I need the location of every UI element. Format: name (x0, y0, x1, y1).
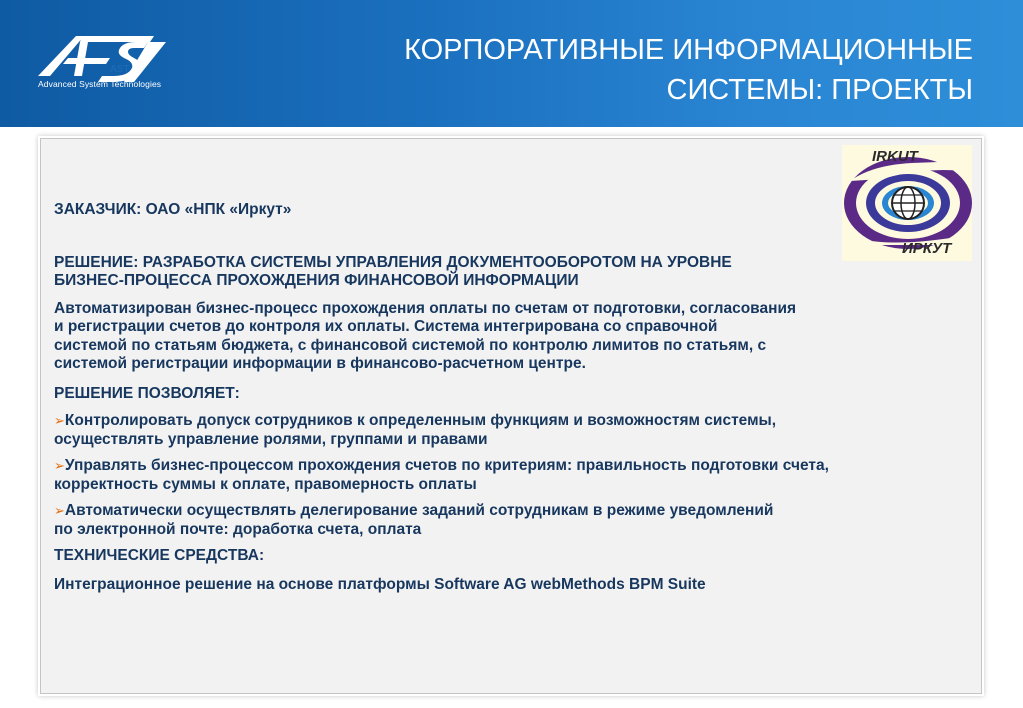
arrow-bullet-icon: ➢ (54, 413, 65, 428)
logo-subtitle: Advanced System Technologies (38, 79, 162, 89)
arrow-bullet-icon: ➢ (54, 458, 65, 473)
solution-description: Автоматизирован бизнес-процесс прохождения оплаты по счетам от подготовки, согласования и регистрации счетов до контроля их оплаты. Система интегрирована со справочной системой по статьям бюджета, с финансовой системой по контролю лимитов по статьям, с системой регистрации информации в финансово-расчетном центре. (54, 299, 797, 372)
title-line-2: СИСТЕМЫ: ПРОЕКТЫ (666, 74, 973, 106)
project-description (54, 201, 976, 594)
customer-line: ЗАКАЗЧИК: ОАО «НПК «Иркут» (54, 201, 292, 218)
irkut-bottom-text: ИРКУТ (902, 240, 952, 257)
solution-heading: РЕШЕНИЕ: РАЗРАБОТКА СИСТЕМЫ УПРАВЛЕНИЯ ДОКУМЕНТООБОРОТОМ НА УРОВНЕ БИЗНЕС-ПРОЦЕССА ПРОХОЖДЕНИЯ ФИНАНСОВОЙ ИНФОРМАЦИИ (54, 253, 732, 289)
content-panel (40, 138, 982, 694)
irkut-top-text: IRKUT (872, 148, 918, 165)
header-banner (0, 0, 1023, 127)
bullet-item: ➢Управлять бизнес-процессом прохождения счетов по критериям: правильность подготовки счета, корректность суммы к оплате, правомерность оплаты (54, 457, 829, 493)
logo-text: AST (110, 64, 130, 75)
page-title (273, 30, 973, 110)
bullet-item: ➢Автоматически осуществлять делегирование заданий сотрудникам в режиме уведомлений по электронной почте: доработка счета, оплата (54, 502, 774, 538)
tech-heading: ТЕХНИЧЕСКИЕ СРЕДСТВА: (54, 547, 265, 564)
bullet-item: ➢Контролировать допуск сотрудников к определенным функциям и возможностям системы, осуществлять управление ролями, группами и правами (54, 412, 777, 448)
allows-heading: РЕШЕНИЕ ПОЗВОЛЯЕТ: (54, 384, 240, 402)
tech-text: Интеграционное решение на основе платформы Software AG webMethods BPM Suite (54, 575, 706, 593)
title-line-1: КОРПОРАТИВНЫЕ ИНФОРМАЦИОННЫЕ (404, 34, 973, 66)
arrow-bullet-icon: ➢ (54, 503, 65, 518)
